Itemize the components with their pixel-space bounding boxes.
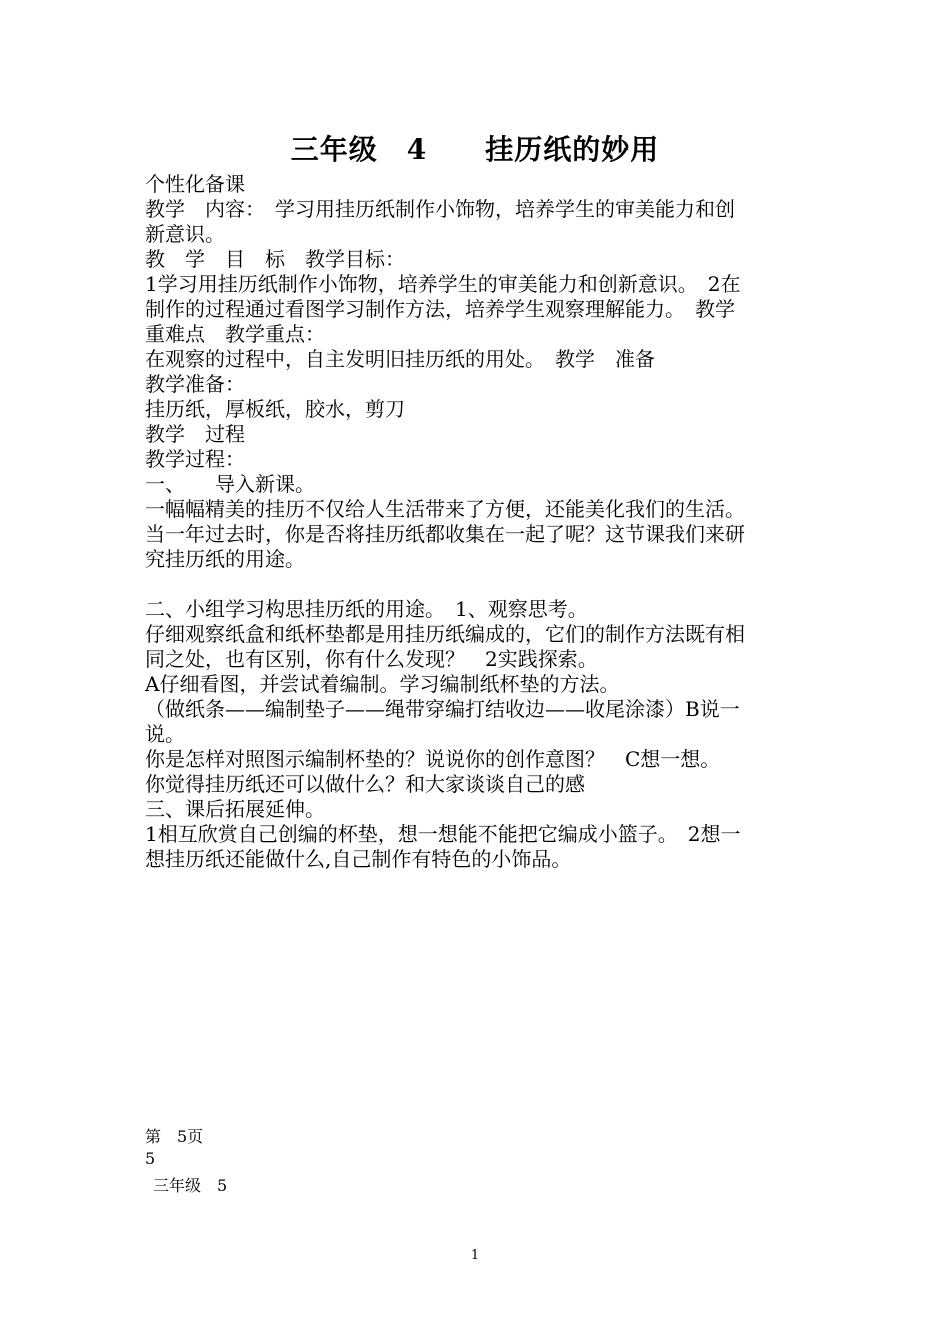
document-body — [145, 172, 809, 872]
document-title: 三年级 4 挂历纸的妙用 — [290, 133, 660, 166]
text-line: 个性化备课 — [145, 172, 245, 196]
text-line: 一、 导入新课。 — [145, 472, 315, 496]
blank-line — [145, 572, 809, 597]
text-line: A仔细看图，并尝试着编制。学习编制纸杯垫的方法。 — [145, 672, 620, 696]
text-line: 新意识。 — [145, 222, 225, 246]
text-line: 究挂历纸的用途。 — [145, 547, 305, 571]
footer-number: 5 — [145, 1149, 156, 1168]
text-line: 教学 内容： 学习用挂历纸制作小饰物，培养学生的审美能力和创 — [145, 197, 735, 221]
text-line: 教学过程： — [145, 447, 245, 471]
text-line: 当一年过去时，你是否将挂历纸都收集在一起了呢？这节课我们来研 — [145, 522, 745, 546]
text-line: 想挂历纸还能做什么,自己制作有特色的小饰品。 — [145, 847, 572, 871]
page-number: 1 — [470, 1248, 480, 1263]
text-line: 教学 过程 — [145, 422, 245, 446]
footer-page-label: 第 5页 — [145, 1127, 204, 1146]
text-line: 1相互欣赏自己创编的杯垫，想一想能不能把它编成小篮子。 2想一 — [145, 822, 741, 846]
text-line: 说。 — [145, 722, 185, 746]
text-line: 教学准备： — [145, 372, 245, 396]
text-line: 你是怎样对照图示编制杯垫的？说说你的创作意图？ C想一想。 — [145, 747, 721, 771]
text-line: 重难点 教学重点： — [145, 322, 325, 346]
text-line: 挂历纸，厚板纸，胶水，剪刀 — [145, 397, 405, 421]
footer-grade: 三年级 5 — [153, 1176, 228, 1195]
text-line: 三、课后拓展延伸。 — [145, 797, 325, 821]
text-line: （做纸条——编制垫子——绳带穿编打结收边——收尾涂漆）B说一 — [145, 697, 740, 721]
text-line: 教 学 目 标 教学目标： — [145, 247, 405, 271]
text-line: 制作的过程通过看图学习制作方法，培养学生观察理解能力。 教学 — [145, 297, 735, 321]
text-line: 同之处，也有区别，你有什么发现？ 2实践探索。 — [145, 647, 598, 671]
text-line: 一幅幅精美的挂历不仅给人生活带来了方便，还能美化我们的生活。 — [145, 497, 745, 521]
text-line: 1学习用挂历纸制作小饰物，培养学生的审美能力和创新意识。 2在 — [145, 272, 741, 296]
text-line: 在观察的过程中，自主发明旧挂历纸的用处。 教学 准备 — [145, 347, 655, 371]
text-line: 你觉得挂历纸还可以做什么？和大家谈谈自己的感 — [145, 772, 585, 796]
text-line: 二、小组学习构思挂历纸的用途。 1、观察思考。 — [145, 597, 588, 621]
text-line: 仔细观察纸盒和纸杯垫都是用挂历纸编成的，它们的制作方法既有相 — [145, 622, 745, 646]
